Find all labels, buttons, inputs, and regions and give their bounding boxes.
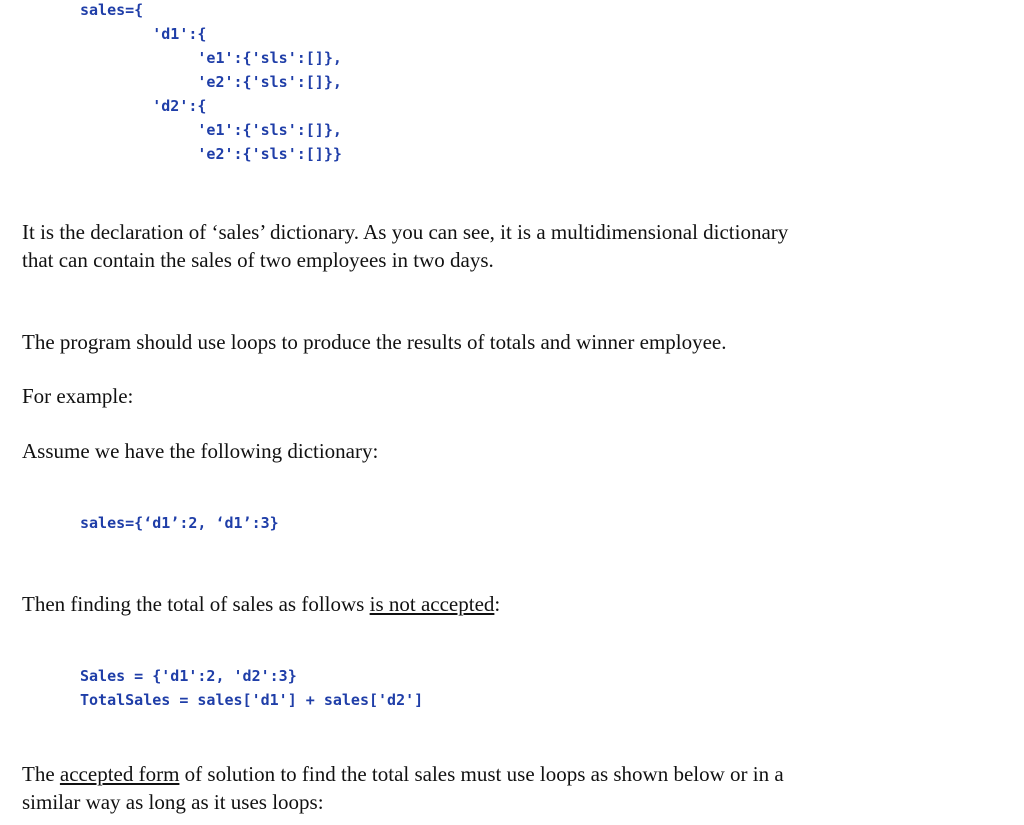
- code-line: TotalSales = sales['d1'] + sales['d2']: [80, 691, 424, 709]
- paragraph-line: that can contain the sales of two employees in two days.: [22, 248, 494, 272]
- code-line: sales={: [80, 1, 144, 19]
- paragraph-text: The: [22, 762, 60, 786]
- paragraph-line: similar way as long as it uses loops:: [22, 790, 324, 814]
- paragraph-text: :: [494, 592, 501, 616]
- example-dictionary-code-block: [80, 511, 279, 535]
- not-accepted-underlined-text: is not accepted: [369, 592, 495, 616]
- paragraph-line: It is the declaration of ‘sales’ dictionary. As you can see, it is a multidimensional dictionary: [22, 220, 789, 244]
- paragraph-text: of solution to find the total sales must use loops as shown below or in a: [179, 762, 784, 786]
- assume-dictionary-paragraph: Assume we have the following dictionary:: [22, 439, 379, 463]
- code-line: 'd2':{: [80, 97, 207, 115]
- code-line: 'e1':{'sls':[]},: [80, 49, 342, 67]
- code-line: 'e1':{'sls':[]},: [80, 121, 342, 139]
- not-accepted-code-block: [80, 664, 423, 712]
- code-line: 'e2':{'sls':[]},: [80, 73, 342, 91]
- accepted-form-paragraph: [22, 760, 1002, 816]
- code-line: 'e2':{'sls':[]}}: [80, 145, 342, 163]
- code-line: 'd1':{: [80, 25, 207, 43]
- declaration-description-paragraph: [22, 218, 1002, 274]
- code-line: sales={‘d1’:2, ‘d1’:3}: [80, 514, 279, 532]
- for-example-paragraph: For example:: [22, 384, 134, 408]
- loops-requirement-paragraph: The program should use loops to produce the results of totals and winner employee.: [22, 330, 727, 354]
- not-accepted-paragraph: [22, 590, 1002, 618]
- accepted-form-underlined-text: accepted form: [59, 762, 180, 786]
- paragraph-text: Then finding the total of sales as follows: [22, 592, 370, 616]
- sales-declaration-code-block: [80, 0, 342, 166]
- code-line: Sales = {'d1':2, 'd2':3}: [80, 667, 297, 685]
